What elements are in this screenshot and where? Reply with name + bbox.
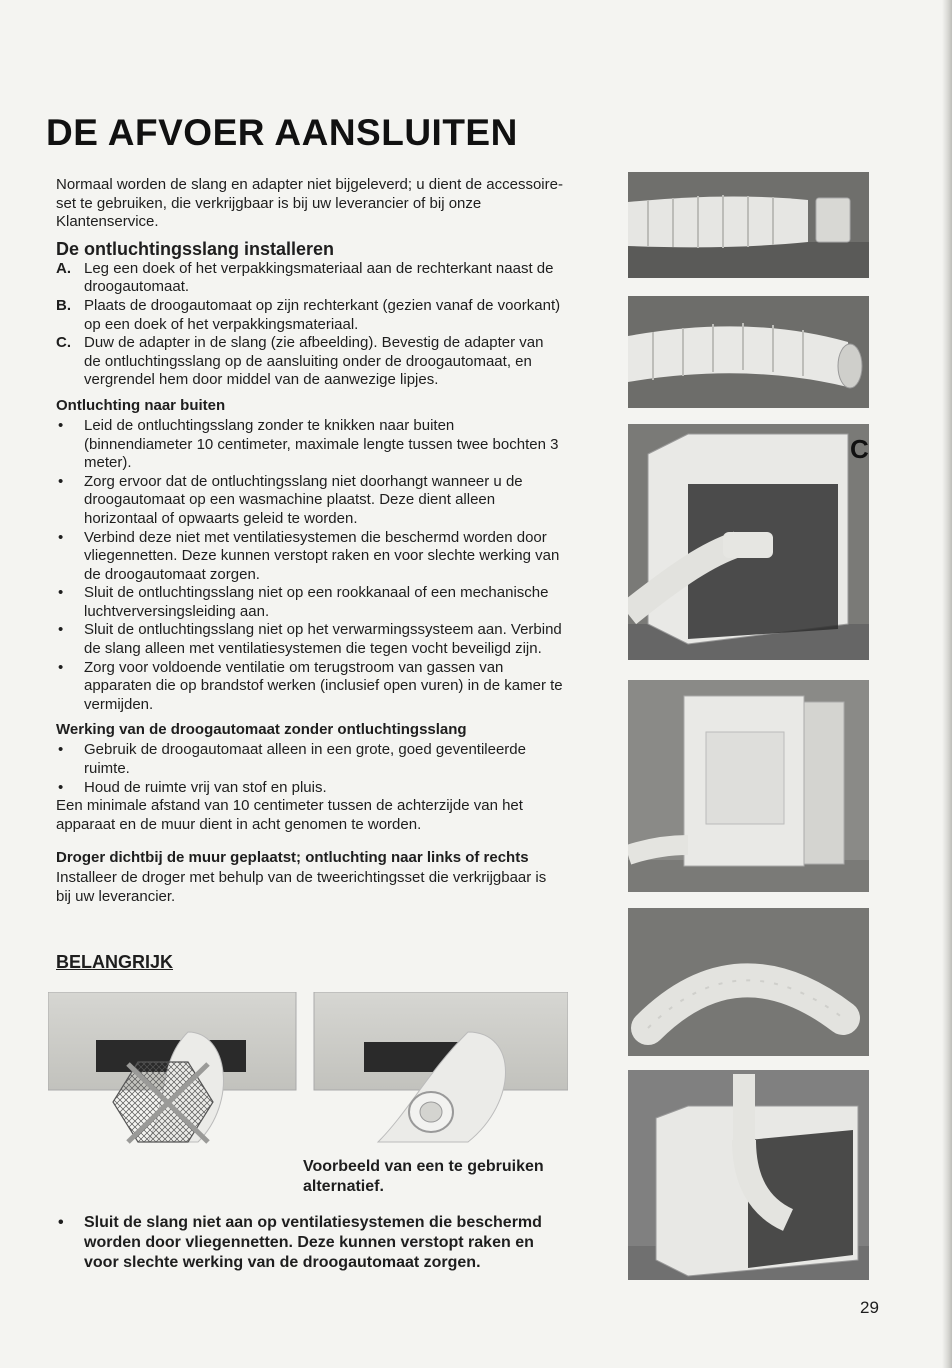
main-text-column [56,176,564,907]
list-item: • Houd de ruimte vrij van stof en pluis. [56,779,564,798]
photo-dryer-with-hose-up [628,1070,869,1280]
list-item: • Verbind deze niet met ventilatiesystemen die beschermd worden door vliegennetten. Deze kunnen verstopt raken en voor slechte werking van de droogautomaat zorgen. [56,529,564,585]
bullet-icon: • [58,1214,64,1231]
step-text: Leg een doek of het verpakkingsmateriaal aan de rechterkant naast de droogautomaat. [84,259,554,296]
vent-comparison-figure [48,992,568,1150]
list-item: • Zorg ervoor dat de ontluchtingsslang niet doorhangt wanneer u de droogautomaat op een wasmachine plaatst. Deze dient alleen horizontaal of opwaarts geleid te worden. [56,473,564,529]
photo-hose-and-adapter [628,172,869,278]
outside-list [56,417,564,715]
dryer-correct-illustration [314,992,568,1142]
without-heading: Werking van de droogautomaat zonder ontluchtingsslang [56,721,467,739]
warning-text: Sluit de slang niet aan op ventilatiesystemen die beschermd worden door vliegennetten. Deze kunnen verstopt raken en voor slechte werking van de droogautomaat zorgen. [84,1214,542,1271]
outside-heading: Ontluchting naar buiten [56,396,226,414]
wall-text: Installeer de droger met behulp van de tweerichtingsset die verkrijgbaar is bij uw leverancier. [56,869,547,905]
page-number: 29 [860,1298,879,1317]
warning-note [56,1213,556,1273]
intro-paragraph: Normaal worden de slang en adapter niet bijgeleverd; u dient de accessoire-set te gebruiken, die verkrijgbaar is bij uw leverancier of bij onze Klantenservice. [56,176,563,231]
install-heading: De ontluchtingsslang installeren [56,238,335,259]
install-steps [56,260,564,390]
photo-dryer-on-side [628,424,869,660]
install-step [56,334,564,390]
photo-label-c: C [850,434,869,464]
step-letter: A. [56,259,71,277]
distance-note: Een minimale afstand van 10 centimeter tussen de achterzijde van het apparaat en de muur dient in acht genomen te worden. [56,797,523,833]
list-item: • Sluit de ontluchtingsslang niet op een rookkanaal of een mechanische luchtverversingsleiding aan. [56,584,564,621]
page-title: DE AFVOER AANSLUITEN [46,112,518,153]
step-text: Plaats de droogautomaat op zijn rechterkant (gezien vanaf de voorkant) op een doek of het verpakkingsmateriaal. [84,296,561,333]
step-text: Duw de adapter in de slang (zie afbeelding). Bevestig de adapter van de ontluchtingsslang op de aansluiting onder de droogautomaat, en vergrendel hem door middel van de aanwezige lipjes. [84,334,544,389]
important-heading: BELANGRIJK [56,952,174,972]
install-step [56,260,564,297]
step-letter: C. [56,334,71,352]
list-item: • Zorg voor voldoende ventilatie om terugstroom van gassen van apparaten die op brandstof werken (inclusief open vuren) in de kamer te vermijden. [56,659,564,715]
without-list [56,741,564,797]
step-letter: B. [56,296,71,314]
figure-caption: Voorbeeld van een te gebruiken alternatief. [303,1158,544,1195]
list-item: • Leid de ontluchtingsslang zonder te knikken naar buiten (binnendiameter 10 centimeter, maximale lengte tussen twee bochten 3 meter). [56,417,564,473]
list-item: • Sluit de ontluchtingsslang niet op het verwarmingssysteem aan. Verbind de slang alleen met ventilatiesystemen die tegen vocht beveiligd zijn. [56,621,564,658]
install-step [56,297,564,334]
dryer-with-mesh-illustration [48,992,296,1142]
wall-heading: Droger dichtbij de muur geplaatst; ontluchting naar links of rechts [56,849,529,867]
photo-dryer-front [628,680,869,892]
photo-hose-with-adapter-inserted [628,296,869,408]
photo-bent-hose [628,908,869,1056]
page-edge [942,0,952,1368]
list-item: • Gebruik de droogautomaat alleen in een grote, goed geventileerde ruimte. [56,741,564,778]
